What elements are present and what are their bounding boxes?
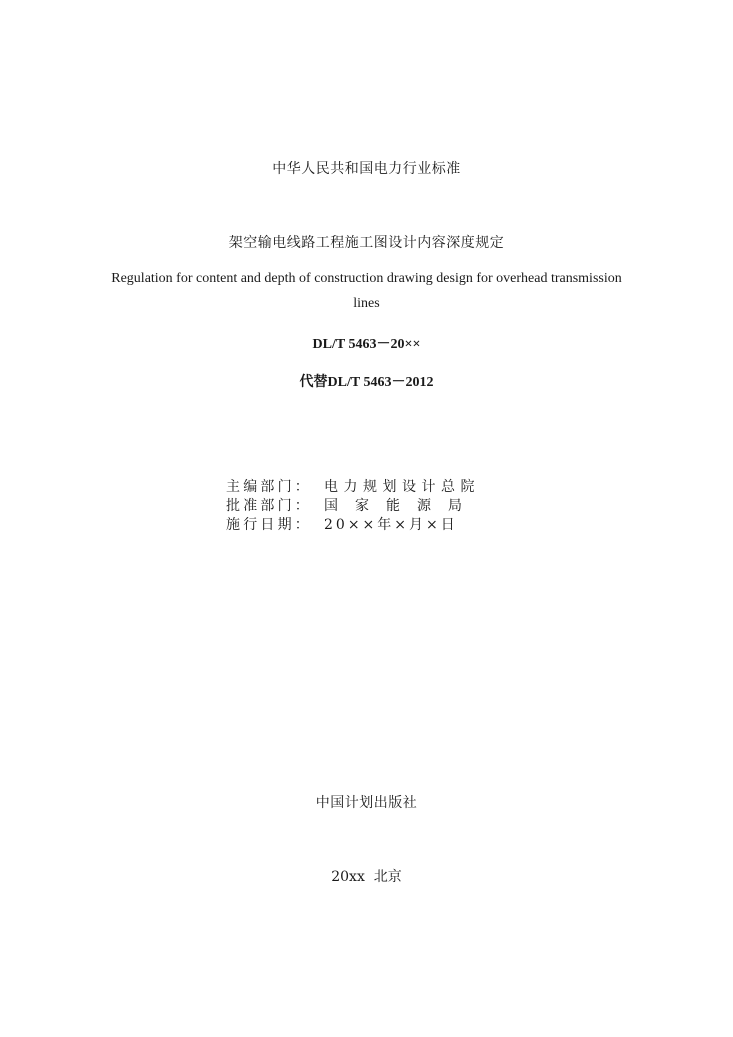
standard-number: DL/T 5463－20×× — [312, 337, 421, 352]
title-english-line2: lines — [353, 296, 380, 311]
effective-label: 施行日期： — [226, 517, 312, 533]
title-chinese: 架空输电线路工程施工图设计内容深度规定 — [228, 235, 505, 251]
effective-value: 20××年×月×日 — [324, 517, 458, 533]
info-row-effective — [226, 516, 470, 535]
editor-value: 电力规划设计总院 — [324, 479, 480, 495]
info-table — [226, 478, 480, 535]
title-english-line1: Regulation for content and depth of construction drawing design for overhead transmission — [111, 271, 622, 286]
info-row-approver — [226, 497, 479, 516]
info-row-editor — [226, 478, 480, 497]
publisher: 中国计划出版社 — [315, 795, 418, 811]
place-year: 20xx 北京 — [331, 869, 402, 885]
editor-label: 主编部门： — [226, 479, 312, 495]
standard-category: 中华人民共和国电力行业标准 — [272, 161, 461, 177]
replaces-standard: 代替DL/T 5463－2012 — [299, 375, 434, 390]
approver-value: 国家能源局 — [324, 498, 479, 514]
approver-label: 批准部门： — [226, 498, 312, 514]
